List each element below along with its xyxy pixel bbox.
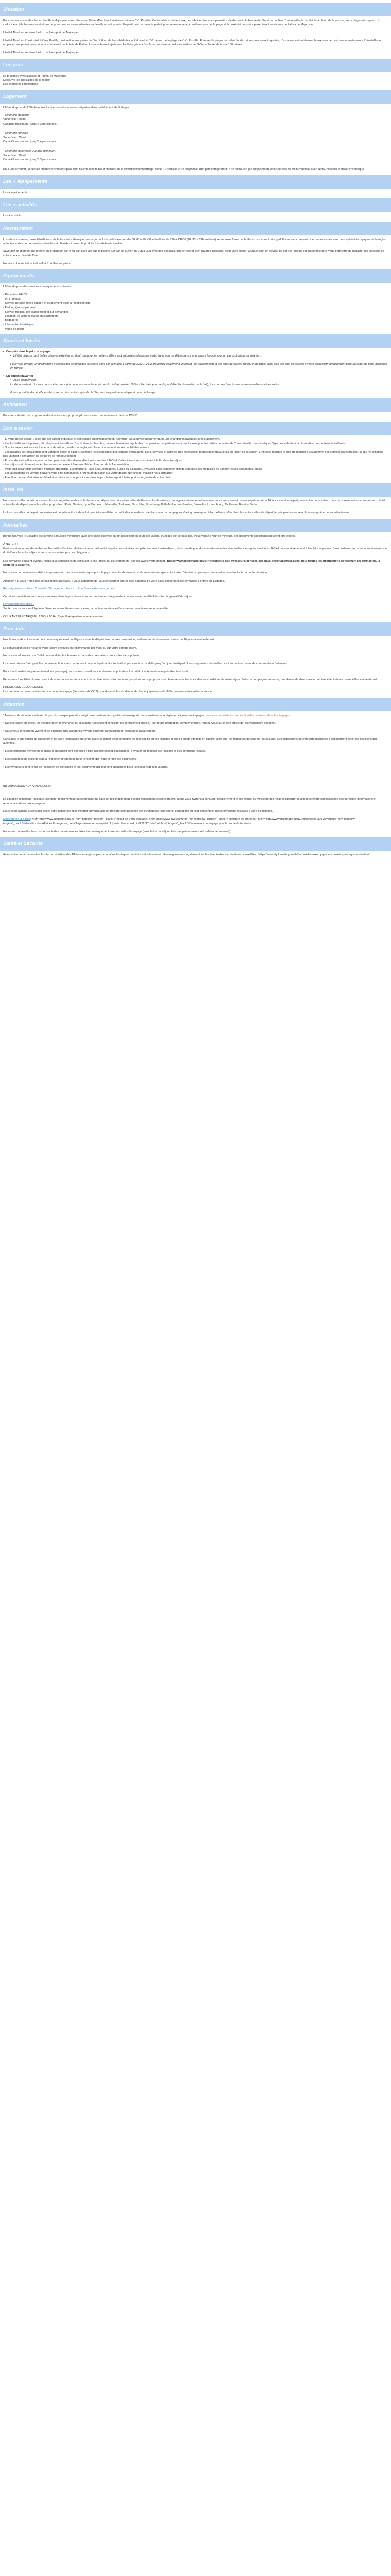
plus-section xyxy=(0,74,391,87)
room-type xyxy=(3,131,388,144)
sante-paragraph: Avant votre départ, consultez le site du ministère des Affaires étrangères pour connaître les risques sanitaires et sécuritaires. Renseignez-vous également sur les éventuelles vaccinations conseillées : https://www.diplomatie.gouv.fr/fr/conseils-aux-voyageurs/conseils-par-pays-destination/ xyxy=(3,853,370,857)
option-heading: • En option (payante) xyxy=(3,374,388,378)
list-item: - Bagagerie xyxy=(3,319,18,323)
section-header-pour-info: Pour info xyxy=(0,622,391,636)
room-type xyxy=(3,113,388,126)
section-header-bon-a-savoir: Bon à savoir xyxy=(0,422,391,435)
logement-section xyxy=(0,106,391,172)
formalites-note-label: À NOTER : xyxy=(3,542,18,546)
info-voyageurs-paragraph: La situation climatique, politique, sanitaire, réglementaire ou sécuritaire du pays de destination peut évoluer rapidement et sans préavis. Nous vous invitons à consulter régulièrement le site officiel du Ministère des Affaires Étrangères afin de prendre connaissance des dernières informations et recommandations aux voyageurs. xyxy=(3,798,377,805)
section-header-equipements-plus: Les + équipements xyxy=(0,175,391,189)
included-block xyxy=(3,354,388,370)
list-item: - Information touristique xyxy=(3,323,34,327)
room-detail: Superficie : 20 m² xyxy=(3,118,26,122)
bon-a-savoir-section xyxy=(0,437,391,480)
list-item: - Les séjours et réservations en basse saison peuvent être modifiés en fonction de la fréquentation. xyxy=(3,463,130,467)
pour-info-paragraph: Nous vous informons que l'hôtel peut modifier les horaires et tarifs des prestations proposées sans préavis. xyxy=(3,654,140,657)
animation-text: Pour vous divertir, un programme d'animations est proposé plusieurs soirs par semaine à partir de 21h30. xyxy=(3,414,138,418)
formalites-link[interactable]: https://www.diplomatie.gouv.fr/fr/conseils-aux-voyageurs/conseils-par-pays-destination/espagne/ xyxy=(167,559,301,563)
equipements-text: Les + équipements xyxy=(3,191,28,194)
section-header-sports: Sports et loisirs xyxy=(0,334,391,348)
option-subheading: ▪ Avec supplément : xyxy=(10,378,388,382)
list-item: - Wi-Fi gratuit xyxy=(3,297,21,301)
section-header-activites-plus: Les + activités xyxy=(0,198,391,212)
room-name: - Chambre standard xyxy=(3,113,29,117)
attention-item: Consultez le site officiel de l'aéroport et de votre compagnie aérienne avant le départ pour connaître les restrictions sur les liquides et autres objets interdits en cabine, ainsi que les formalités de contrôle de sécurité. Les dispositions peuvent être modifiées à tout moment selon les décisions des autorités. xyxy=(3,737,378,745)
list-item: - Les horaires de restauration sont variables selon la saison. Attention : il est possible que certains restaurants, bars, services et activités de l'hôtel soient fermés pour travaux ou en raison de la saison. L'hôtel se réserve le droit de modifier ou supprimer ces services sans préavis, ce qui ne constitue pas un motif d'annulation de séjour ni de remboursement. xyxy=(3,450,384,458)
formalites-paragraph: Bonne nouvelle : l'Espagne est ouverte à tous les voyageurs avec une carte d'identité ou un passeport en cours de validité, quel que soit le pays d'où vous venez. Pour les mineurs, des documents spécifiques peuvent être exigés. xyxy=(3,534,296,538)
section-header-formalites: Formalités xyxy=(0,519,391,532)
sante-section xyxy=(0,853,391,857)
formalites-text: Santé : aucun vaccin obligatoire. Pour les ressortissants européens, la carte européenne d'assurance maladie est recommandée. xyxy=(3,607,169,611)
list-item: - Réception 24h/24 xyxy=(3,293,28,297)
info-voyageurs-paragraph xyxy=(3,817,388,826)
list-item: - En cas de forte affluence, une caution peut vous être demandée à votre arrivée à l'hôtel. Celle-ci vous sera restituée à la fin de votre séjour. xyxy=(3,459,183,463)
pour-info-paragraph: Nos horaires de vol vous seront communiqués environ 10 jours avant le départ, avec votre convocation, sauf en cas de réservation moins de 10 jours avant le départ. xyxy=(3,638,215,642)
formalites-text: Les formalités peuvent évoluer. Nous vous conseillons de consulter le site officiel du gouvernement français avant votre départ : xyxy=(3,559,167,563)
situation-paragraph: L'Hôtel Alua Leo se situe à 4 km de l'aéroport de Majorque. xyxy=(3,51,79,55)
info-voyageurs-paragraph: Nadoo ne pourra être tenu responsable des conséquences liées à un manquement aux formalités de voyage (annulation du séjour, frais supplémentaires, refus d'embarquement). xyxy=(3,829,231,833)
room-detail: Capacité maximum : jusqu'à 3 personnes. xyxy=(3,158,57,162)
situation-section xyxy=(0,19,391,55)
list-item: - Si votre séjour est soumis à une taxe de séjour, veuillez la régler sur place directement auprès de l'établissement. xyxy=(3,446,150,450)
info-voyageurs-paragraph: Nous vous invitons à consulter avant votre départ les sites internet suivants afin de prendre connaissance des éventuelles restrictions, obligations ou tout simplement des informations relatives à votre destination. xyxy=(3,810,273,814)
formalites-paragraph xyxy=(3,587,388,591)
room-name: - Chambre familiale xyxy=(3,131,28,135)
room-name: - Chambre supérieure vue mer (vendue) : xyxy=(3,149,56,153)
pour-info-paragraph: La convocation à l'aéroport, les horaires et le numéro de vol sont communiqués à titre indicatif et peuvent être modifiés jusqu'au jour du départ. Il vous appartient de vérifier ces informations avant de vous rendre à l'aéroport. xyxy=(3,662,288,666)
list-item: - Attention : le transfert aéroport hôtel et le retour ne sont pas inclus dans le prix, le transport à l'aéroport est organisé de votre côté. xyxy=(3,476,171,480)
attention-item: * Nous vous conseillons vivement de souscrire une assurance voyage couvrant l'annulation et l'assistance rapatriement. xyxy=(3,730,156,733)
logement-intro: L'hôtel dispose de 280 chambres lumineuses et modernes, réparties dans un bâtiment de 5 étages. xyxy=(3,106,131,109)
formalites-paragraph xyxy=(3,602,388,611)
infos-vol-paragraph: La liste des villes de départ proposées est donnée à titre indicatif et peut être modifiée, le tarif indiqué au départ de Paris avec la compagnie Vueling correspond à la meilleure offre. Pour les autres villes de départ, le prix peut varier selon la compagnie et le vol sélectionné. xyxy=(3,511,350,515)
formalites-text: pour toutes les informations concernant les formalités, la santé et la sécurité. xyxy=(3,559,380,567)
section-header-infos-vol: Infos vol xyxy=(0,483,391,497)
room-detail: Capacité maximum : jusqu'à 3 personnes. xyxy=(3,122,57,126)
section-header-sante-securite: Santé et Sécurité xyxy=(0,837,391,851)
included-text: ▪ L'hôtel dispose de 2 belles piscines extérieures, dont une pour les enfants. Elles sont entourées d'espaces verts, idéal pour se détendre sur une chaise longue sous un parasol grâce au solarium. xyxy=(10,354,388,358)
situation-paragraph: L'Hôtel Alua Leo se situe à 4 km de l'aéroport de Majorque. xyxy=(3,31,79,35)
list-item: - Location de voitures (vélo) en supplément xyxy=(3,314,59,318)
section-header-situation: Situation xyxy=(0,3,391,16)
section-header-plus: Les plus xyxy=(0,59,391,72)
room-detail: Superficie : 25 m² xyxy=(3,136,26,140)
formalites-paragraph: Nous vous recommandons d'être en possession des documents requis pour le pays de votre destination et de vous assurer que votre carte d'identité ou passeport sera valide pendant toute la durée du séjour. xyxy=(3,571,268,575)
list-item: - Service de salle (avec caution et supplément pour la réceptionniste) xyxy=(3,301,92,305)
list-item: Les chambres confortables xyxy=(3,83,38,87)
section-header-attention: Attention xyxy=(0,698,391,711)
formalites-paragraph xyxy=(3,559,388,568)
attention-text: * Mesures de sécurité sanitaire : le port du masque peut être exigé dans certains lieux publics et transports, conformément aux règles en vigueur en Espagne. xyxy=(3,714,206,717)
pour-info-heading: PRÉCISIONS ÉCOLOGIQUES xyxy=(3,686,43,689)
situation-paragraph: Pour des vacances de rêve en famille à Majorque, venez découvrir l'hôtel Alua Leo, idéalement situé à Ca'n Pastilla. Confortable et chaleureux, ce club 4 étoiles vous permettra de découvrir la beauté de l'île et de profiter d'une multitude d'activités au bord de la piscine, entre plages et criques. Un cadre idéal, à la fois reposant et animé, pour des vacances réussies en famille ou entre amis. Un petit coin de paradis parfait pour se ressourcer, à quelques pas de la plage et à proximité des principaux lieux touristiques de Palma de Majorque. xyxy=(3,19,380,27)
included-text: Pour vous divertir, un programme d'animations est proposé plusieurs soirs par semaine à partir de 21h30. Vous trouverez également un billard (en supplément) et des jeux de société au bar et de table, ainsi que des jeux de société à votre disposition gratuitement pour partager de bons moments en famille. xyxy=(10,362,387,370)
equipements-intro: L'hôtel dispose des services et équipements suivants : xyxy=(3,285,73,289)
attention-section xyxy=(0,714,391,834)
restauration-paragraph: Lors de votre séjour, vous bénéficierez de la formule « demi-pension » qui inclut le petit-déjeuner de 08h00 à 10h30, et le dîner de 19h à 21h30 (18h30 – 21h en hiver) servis sous forme de buffet au restaurant principal. Il vous sera proposé une cuisine variée avec des spécialités typiques de la région et toutes sortes de préparations fraîches et chaudes à base de produits frais de haute qualité. xyxy=(3,238,386,245)
list-item: - Les attestations de voyage peuvent vous être demandées. Pour toute question sur votre dossier de voyage, veuillez nous contacter. xyxy=(3,472,173,476)
section-header-animation: Animation xyxy=(0,398,391,412)
section-header-logement: Logement xyxy=(0,90,391,104)
attention-item xyxy=(3,714,388,718)
pour-info-paragraph: Les précisions concernant le bilan carbone du voyage (émissions de CO2) sont disponibles sur demande. Les équipements de l'hôtel peuvent varier selon la saison. xyxy=(3,690,213,694)
option-text: La découverte du 2 roues pourra être une option pour explorer les environs du club (consulter l'hôtel à l'arrivée pour la disponibilité, la réservation et le tarif), tout comme l'accès au centre de wellness et les soins. xyxy=(10,383,280,386)
situation-paragraph: L'Hôtel Alua Leo 4* est situé à Ca'n Pastilla, destination très prisée de l'île, à 8 km de la cathédrale de Palma et à 100 mètres de la plage de Ca'n Pastilla. Entouré de plages de sable fin, de criques aux eaux turquoise, d'espaces verts et de nombreux commerces, bars et restaurants, l'hôtel offre un emplacement parfait pour découvrir la beauté de la baie de Palma. Les nombreux trajets sont facilités grâce à l'arrêt de bus situé à quelques mètres de l'hôtel et l'arrêt de taxi à 100 mètres. xyxy=(3,39,383,47)
logement-equipment: Pour votre confort, toutes les chambres sont équipées d'un balcon avec table et chaises, de la climatisation/chauffage, d'une TV satellite, d'un téléphone, d'un petit réfrigérateur, d'un coffre-fort (en supplément), et d'une salle de bain complète avec sèche-cheveux et miroir cosmétique. xyxy=(3,167,365,171)
list-item: - Parking (en supplément) xyxy=(3,306,37,310)
ministere-sante-link[interactable]: Ministère de la Santé xyxy=(3,818,30,821)
infos-vol-paragraph: Nous avons sélectionné pour vous des vols réguliers et des vols charters au départ des principales villes de France. Les horaires, compagnies aériennes et la nature du vol vous seront communiqués environ 10 jours avant le départ, avec votre convocation. Lors de la réservation, vous pourrez choisir votre ville de départ parmi les villes proposées : Paris, Nantes, Lyon, Bordeaux, Marseille, Toulouse, Nice, Lille, Strasbourg, Bâle-Mulhouse, Genève, Bruxelles, Luxembourg, Mulhouse, Brest et Toulon. xyxy=(3,499,386,506)
option-block xyxy=(3,378,388,395)
health-info-label[interactable]: Renseignements utiles : xyxy=(3,603,34,606)
attention-item: * Les voyageurs sont tenus de respecter les consignes et les documents qui leur sont demandés pour l'exécution de leur voyage. xyxy=(3,765,168,769)
restauration-paragraph: Horaires donnés à titre indicatif et à vérifier sur place. xyxy=(3,262,72,265)
section-header-equipements: Equipements xyxy=(0,269,391,283)
list-item: La proximité avec la plage et Palma de Majorque xyxy=(3,74,66,78)
attention-item: * Les informations mentionnées dans ce descriptif sont données à titre indicatif et sont susceptibles d'évoluer en fonction des saisons et des conditions locales. xyxy=(3,750,206,753)
formalites-paragraph: Attention : si vous n'êtes pas de nationalité française, il vous appartient de vous renseigner auprès des autorités de votre pays concernant les formalités d'entrée en Espagne. xyxy=(3,579,225,583)
activites-text: Les + activités xyxy=(3,214,22,218)
room-detail: Superficie : 20 m² xyxy=(3,154,26,158)
consulate-label: Renseignements utiles : Consulat d'Espagne en France : xyxy=(3,587,77,590)
formalites-section xyxy=(0,534,391,619)
room-detail: Capacité maximum : jusqu'à 4 personnes. xyxy=(3,140,57,144)
list-item: Découvrir les spécialités de la région xyxy=(3,79,51,82)
equipements-section xyxy=(0,285,391,331)
list-item: - Si vous partez seul(e), votre prix est garanti individuel et est calculé automatiquement. Attention : vous devez séjourner dans une chambre individuelle avec supplément. xyxy=(3,437,220,441)
attention-item: * Les consignes de sécurité sont à respecter strictement dans l'enceinte de l'hôtel et lors des excursions. xyxy=(3,757,137,761)
list-item: - Service médical (en supplément et sur demande) xyxy=(3,310,68,314)
list-item: - Pour tout départ d'un aéroport frontalier (Belgique, Luxembourg, Pays-Bas, Allemagne, Suisse ou Espagne...) veuillez nous contacter afin de connaître les modalités de transfert et les documents requis. xyxy=(3,467,263,471)
attention-item: * Dans le cadre du Brexit, les voyageurs en provenance du Royaume-Uni doivent consulter les conditions d'entrée. Pour toute information complémentaire, rendez-vous sur le site officiel du gouvernement espagnol. xyxy=(3,722,276,725)
pour-info-paragraph: Pour tout transfert supplémentaire (hors package), nous vous conseillons de réserver auprès de votre hôtel directement ou auprès d'un taxi local. xyxy=(3,670,189,673)
formalites-paragraph: COURANT ÉLECTRIQUE : 230 V / 50 Hz. Type F. Adaptateur non nécessaire. xyxy=(3,615,104,619)
list-item: - Vente de billets xyxy=(3,327,25,331)
pour-info-paragraph: La convocation et les horaires vous seront envoyés en recommandé par mail, ou sur votre compte client. xyxy=(3,646,137,650)
pour-info-paragraph: Personnes à mobilité réduite : merci de nous contacter au moment de la réservation afin que nous puissions vous proposer une chambre adaptée et étudier les conditions de votre séjour. Selon la compagnie aérienne, une demande d'assistance doit être effectuée au moins 48h avant le départ. xyxy=(3,677,378,681)
pour-info-section xyxy=(0,638,391,694)
restauration-paragraph: Savourez un moment de détente en prenant un verre au bar avec vue sur la piscine. Le bar est ouvert de 10h à 00h avec des cocktails, des en-cas et bien d'autres boissons, pour votre plaisir. Chaque jour, un service de bar à la piscine est disponible pour vous permettre de déguster les boissons de votre choix au bord de l'eau. xyxy=(3,250,384,258)
liquids-restriction-link[interactable]: mesures de restriction sur les liquides contenus dans les bagages xyxy=(205,714,290,717)
formalites-paragraph: Certaines prestations ne sont pas incluses dans le prix. Nous vous recommandons de prendre connaissance du détail dans le récapitulatif du séjour. xyxy=(3,595,193,599)
restauration-section xyxy=(0,238,391,266)
consulate-link[interactable]: https://www.exteriores.gob.es/ xyxy=(76,587,116,590)
list-item: - Les lits bébé sont à prévoir, afin de pouvoir bénéficier d'un lit dans la chambre, un supplément est applicable. La pension complète ne sera pas incluse pour les bébés de moins de 2 ans. Veuillez nous indiquer l'âge des enfants à la réservation pour obtenir le tarif exact. xyxy=(3,442,348,445)
info-voyageurs-title: INFORMATIONS AUX VOYAGEURS : xyxy=(3,785,52,788)
option-text: Il sera possible de bénéficier des spas ou des centres sportifs de l'île, sauf support de montage et carte de lavage. xyxy=(10,391,156,395)
section-header-restauration: Restauration xyxy=(0,222,391,235)
sports-section xyxy=(0,350,391,395)
room-type xyxy=(3,149,388,162)
info-voyageurs-links: : href="http://www.interieur.gouv.fr/" rel="nofollow" target="_blank">Institut de veille sanitaire; href="http://www.invs.sante.fr/" rel="nofollow" target="_blank">Ministère de l'Intérieur; href="http://www.diplomatie.gouv.fr/fr/conseils-aux-voyageurs" rel="nofollow" target="_blank">Ministère des Affaires Étrangères; href="https://www.service-public.fr/particuliers/vosdroits/F2250" rel="nofollow" target="_blank">Documents de voyage pour la sortie du territoire. xyxy=(3,818,356,825)
formalites-paragraph: Il est aussi important de vérifier les formalités d'entrée relatives à votre nationalité auprès des autorités compétentes avant votre départ, ainsi que de prendre connaissance des éventuelles consignes sanitaires, l'hôtel pouvant être amené à les faire appliquer. Dans certains cas, nous nous réservons le droit d'annuler votre séjour si vous ne respectez pas ces obligations. xyxy=(3,547,387,555)
infos-vol-section xyxy=(0,499,391,515)
included-heading: • Compris dans le prix du voyage xyxy=(3,350,388,354)
